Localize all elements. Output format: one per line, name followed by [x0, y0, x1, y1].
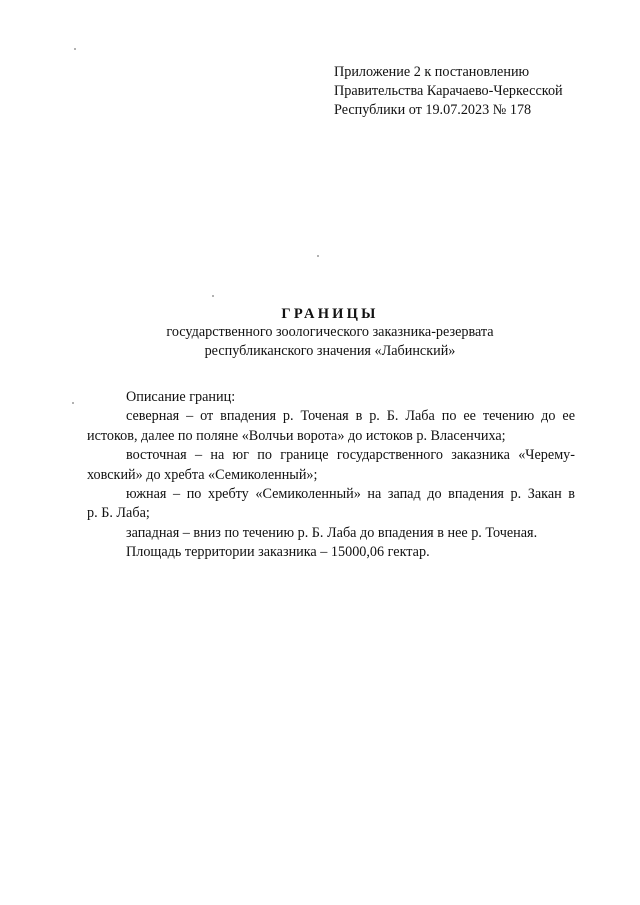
document-subtitle-line-1: государственного зоологического заказника-резервата — [166, 324, 494, 340]
document-subtitle-line-2: республиканского значения «Лабинский» — [204, 343, 456, 359]
scan-speck — [317, 255, 319, 257]
northern-boundary-line-2: истоков, далее по поляне «Волчьи ворота» до истоков р. Власенчиха; — [87, 427, 506, 444]
annex-line-2: Правительства Карачаево-Черкесской — [334, 83, 563, 99]
western-boundary-line: западная – вниз по течению р. Б. Лаба до впадения в нее р. Точеная. — [126, 524, 538, 541]
document-title: ГРАНИЦЫ — [281, 306, 379, 322]
annex-reference — [334, 63, 624, 120]
southern-boundary-line-1: южная – по хребту «Семиколенный» на запад до впадения р. Закан в — [126, 485, 575, 502]
annex-line-1: Приложение 2 к постановлению — [334, 64, 530, 80]
description-heading: Описание границ: — [126, 389, 236, 405]
document-heading — [60, 305, 600, 361]
eastern-boundary-line-2: ховский» до хребта «Семиколенный»; — [87, 466, 318, 483]
scan-speck — [72, 402, 74, 404]
reserve-area-line: Площадь территории заказника – 15000,06 гектар. — [126, 544, 430, 561]
southern-boundary-line-2: р. Б. Лаба; — [87, 505, 150, 522]
scan-speck — [74, 48, 76, 50]
eastern-boundary-line-1: восточная – на юг по границе государственного заказника «Черему- — [126, 447, 575, 464]
northern-boundary-line-1: северная – от впадения р. Точеная в р. Б. Лаба по ее течению до ее — [126, 408, 575, 425]
boundary-description — [87, 388, 575, 563]
annex-line-3: Республики от 19.07.2023 № 178 — [334, 102, 532, 118]
scan-speck — [212, 295, 214, 297]
